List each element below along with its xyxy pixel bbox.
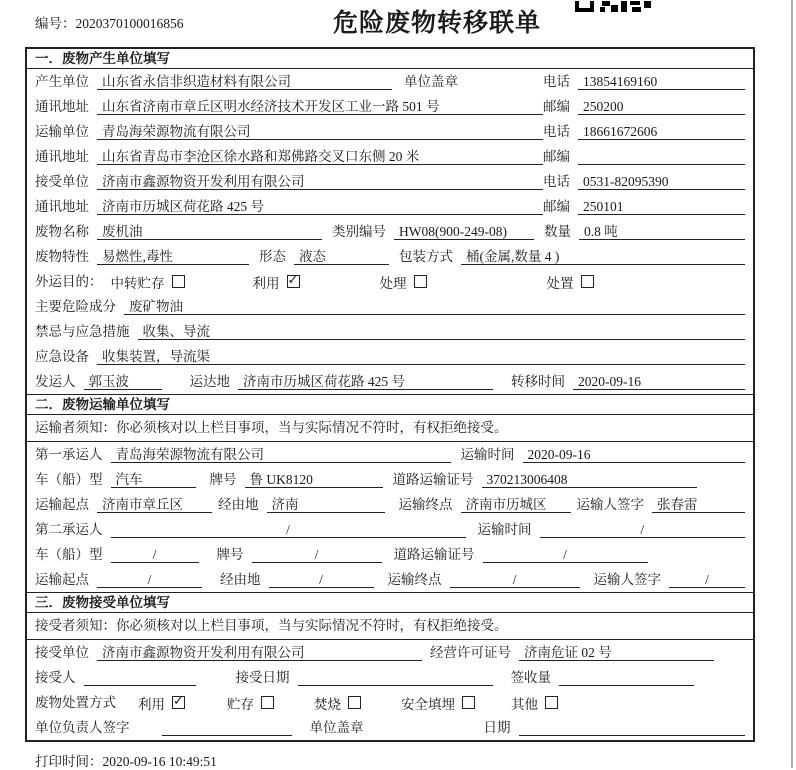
road-permit-value: 370213006408 [482,471,697,488]
page-edge-line [791,0,793,768]
first-carrier-row [27,442,753,467]
section2-heading: 二．废物运输单位填写 [27,394,753,415]
emergency-equipment-value: 收集装置，导流渠 [97,348,745,365]
route1-signature-value: 张春雷 [652,496,745,513]
accepting-unit-value: 济南市鑫源物资开发利用有限公司 [97,644,422,661]
vehicle-type2-row [27,542,753,567]
route2-signature-label: 运输人签字 [593,572,661,587]
accepting-unit-label: 接受单位 [35,645,89,660]
waste-character-row [27,244,753,269]
plate-number-label: 牌号 [209,472,237,487]
second-carrier-value: / [111,521,466,538]
first-carrier-value: 青岛海荣源物流有限公司 [111,446,451,463]
purpose-option-storage [111,273,185,290]
destination-value: 济南市历城区荷花路 425 号 [238,373,493,390]
producer-address-value: 山东省济南市章丘区明水经济技术开发区工业一路 501 号 [97,98,543,115]
license-number-value: 济南危证 02 号 [519,644,714,661]
route1-origin-value: 济南市章丘区 [97,496,212,513]
receiver-value: 济南市鑫源物资开发利用有限公司 [97,173,543,190]
purpose-utilize-checkbox-icon [287,275,300,288]
disposal-option-other-label: 其他 [511,696,538,712]
emergency-measures-row [27,319,753,344]
waste-name-label: 废物名称 [35,224,89,239]
serial-value: 2020370100016856 [75,16,184,31]
transporter-label: 运输单位 [35,124,89,139]
disposal-option-other [511,694,558,711]
receiver-zip-group [543,198,745,215]
producer-phone-group [543,73,745,90]
receiver-zip-label: 邮编 [543,199,570,214]
accepting-unit-row [27,640,753,665]
purpose-storage-checkbox-icon [172,275,185,288]
unit-seal2-label: 单位盖章 [309,720,364,735]
hazard-component-value: 废矿物油 [124,298,745,315]
consignor-label: 发运人 [35,374,76,389]
producer-zip-group [543,98,745,115]
emergency-measures-label: 禁忌与应急措施 [35,324,130,339]
first-carrier-label: 第一承运人 [35,447,103,462]
purpose-option-storage-label: 中转贮存 [110,275,165,291]
transport-date-label: 运输时间 [460,447,515,462]
consignor-row [27,369,753,394]
unit-seal-label: 单位盖章 [404,74,458,89]
road-permit2-value: / [483,546,648,563]
quantity-label: 数量 [544,224,571,239]
receiver-address-label: 通讯地址 [35,199,89,214]
receiver-phone-value: 0531-82095390 [578,173,745,190]
vehicle-type2-value: / [111,546,199,563]
form-state-label: 形态 [259,249,286,264]
section3-heading: 三．废物接受单位填写 [27,592,753,613]
waste-name-value: 废机油 [97,223,322,240]
disposal-option-utilize [138,694,185,711]
disposal-option-landfill [401,694,475,711]
emergency-measures-value: 收集、导流 [138,323,746,340]
route2-row [27,567,753,592]
disposal-option-utilize-label: 利用 [138,696,165,712]
producer-address-label: 通讯地址 [35,99,89,114]
category-code-value: HW08(900-249-08) [394,223,534,240]
waste-character-value: 易燃性,毒性 [97,248,249,265]
vehicle-type2-label: 车（船）型 [35,547,103,562]
vehicle-type-row [27,467,753,492]
route1-via-value: 济南 [267,496,385,513]
transporter-phone-value: 18661672606 [578,123,745,140]
vehicle-type-label: 车（船）型 [35,472,103,487]
transporter-zip-group [543,148,745,165]
producer-phone-value: 13854169160 [578,73,745,90]
emergency-equipment-row [27,344,753,369]
disposal-option-storage-label: 贮存 [227,696,254,712]
responsible-signature-value [162,719,292,736]
disposal-landfill-checkbox-icon [462,696,475,709]
waste-character-label: 废物特性 [35,249,89,264]
acceptor-label: 接受人 [35,670,76,685]
license-number-label: 经营许可证号 [430,645,511,660]
form-header [0,0,796,47]
purpose-option-utilize [253,273,300,290]
transporter-row [27,119,753,144]
second-carrier-row [27,517,753,542]
quantity-value: 0.8 吨 [579,223,745,240]
purpose-treat-checkbox-icon [414,275,427,288]
transporter-zip-value [578,148,745,165]
purpose-option-treat [380,273,427,290]
road-permit2-label: 道路运输证号 [393,547,475,562]
route2-end-value: / [450,571,580,588]
receiver-phone-group [543,173,745,190]
route1-end-label: 运输终点 [398,497,453,512]
date-value [519,719,746,736]
transporter-address-row [27,144,753,169]
producer-address-row [27,94,753,119]
acceptor-row [27,665,753,690]
page-title: 危险废物转移联单 [333,9,542,37]
route1-via-label: 经由地 [218,497,259,512]
receiver-label: 接受单位 [35,174,89,189]
vehicle-type-value: 汽车 [111,471,196,488]
accept-date-value [298,669,493,686]
route2-origin-value: / [97,571,202,588]
route2-end-label: 运输终点 [387,572,442,587]
route1-signature-label: 运输人签字 [576,497,644,512]
responsible-signature-row [27,715,753,740]
transporter-address-label: 通讯地址 [35,149,89,164]
print-time-line: 打印时间：2020-09-16 10:49:51 [35,754,217,769]
purpose-option-dispose [547,273,594,290]
producer-zip-label: 邮编 [543,99,570,114]
receiver-address-row [27,194,753,219]
producer-zip-value: 250200 [578,98,745,115]
disposal-method-row [27,690,753,715]
receiver-notice: 接受者须知：你必须核对以上栏目事项，当与实际情况不符时，有权拒绝接受。 [27,613,753,640]
route2-via-value: / [269,571,374,588]
qr-code-fragment-icon [575,0,653,16]
transfer-date-label: 转移时间 [511,374,565,389]
disposal-option-incinerate-label: 焚烧 [314,696,341,712]
producer-label: 产生单位 [35,74,89,89]
accept-date-label: 接受日期 [235,670,290,685]
packing-label: 包装方式 [399,249,453,264]
receiver-address-value: 济南市历城区荷花路 425 号 [97,198,543,215]
disposal-option-landfill-label: 安全填埋 [401,696,455,712]
form-state-value: 液态 [294,248,389,265]
transfer-form-table [25,47,755,742]
road-permit-label: 道路运输证号 [392,472,474,487]
disposal-option-incinerate [314,694,361,711]
transporter-phone-label: 电话 [543,124,570,139]
disposal-storage-checkbox-icon [261,696,274,709]
emergency-equipment-label: 应急设备 [35,349,89,364]
hazard-component-row [27,294,753,319]
route1-row [27,492,753,517]
receiver-row [27,169,753,194]
disposal-utilize-checkbox-icon [172,696,185,709]
route1-end-value: 济南市历城区 [461,496,571,513]
transfer-purpose-row [27,269,753,294]
consignor-value: 郭玉波 [84,373,162,390]
section1-heading: 一．废物产生单位填写 [27,49,753,69]
transfer-purpose-label: 外运目的： [35,274,103,289]
transfer-date-value: 2020-09-16 [573,373,745,390]
transporter-address-value: 山东省青岛市李沧区徐水路和郑佛路交叉口东侧 20 米 [97,148,543,165]
purpose-option-treat-label: 处理 [379,275,407,291]
purpose-dispose-checkbox-icon [581,275,594,288]
destination-label: 运达地 [189,374,230,389]
transport-date2-value: / [540,521,746,538]
transport-date-value: 2020-09-16 [523,446,746,463]
packing-value: 桶(金属,数量 4 ) [461,248,745,265]
second-carrier-label: 第二承运人 [35,522,103,537]
route2-origin-label: 运输起点 [35,572,89,587]
route1-origin-label: 运输起点 [35,497,89,512]
waste-name-row [27,219,753,244]
route2-signature-value: / [669,571,745,588]
transport-date2-label: 运输时间 [477,522,532,537]
disposal-option-storage [227,694,274,711]
responsible-signature-label: 单位负责人签字 [35,720,130,735]
producer-phone-label: 电话 [543,74,570,89]
date-label: 日期 [483,720,511,735]
plate-number-value: 鲁 UK8120 [245,471,383,488]
transporter-zip-label: 邮编 [543,149,570,164]
serial-number-line [35,12,184,32]
disposal-other-checkbox-icon [545,696,558,709]
category-code-label: 类别编号 [332,224,386,239]
transporter-value: 青岛海荣源物流有限公司 [97,123,543,140]
signed-quantity-label: 签收量 [510,670,551,685]
plate-number2-value: / [252,546,382,563]
transporter-phone-group [543,123,745,140]
receiver-zip-value: 250101 [578,198,745,215]
purpose-option-utilize-label: 利用 [252,275,280,291]
plate-number2-label: 牌号 [216,547,244,562]
acceptor-value [84,669,196,686]
purpose-option-dispose-label: 处置 [546,275,574,291]
transporter-notice: 运输者须知：你必须核对以上栏目事项，当与实际情况不符时，有权拒绝接受。 [27,415,753,442]
route2-via-label: 经由地 [220,572,261,587]
signed-quantity-value [559,669,694,686]
receiver-phone-label: 电话 [543,174,570,189]
producer-row [27,69,753,94]
serial-label: 编号： [35,16,76,31]
hazard-component-label: 主要危险成分 [35,299,116,314]
producer-value: 山东省永信非织造材料有限公司 [97,73,392,90]
disposal-method-label: 废物处置方式 [35,695,116,710]
disposal-incinerate-checkbox-icon [348,696,361,709]
